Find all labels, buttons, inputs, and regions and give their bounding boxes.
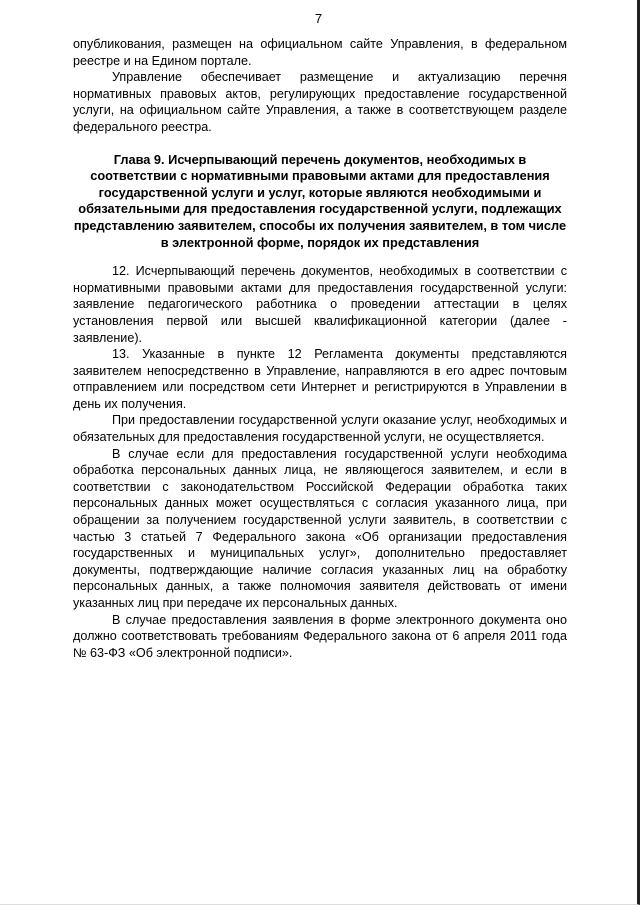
paragraph-personal-data: В случае если для предоставления государственной услуги необходима обработка персональных данных лица, не являющегося заявителем, и если в соответствии с законодательством Российской Федерации обработка таких персональных данных может осуществляться с согласия указанного лица, при обращении за получением государственной услуги заявитель, в соответствии с частью 3 статьей 7 Федерального закона «Об организации предоставления государственных и муниципальных услуг», дополнительно предоставляет документы, подтверждающие наличие согласия указанных лиц на обработку персональных данных, а также полномочия заявителя действовать от имени указанных лиц при передаче их персональных данных. bbox=[73, 446, 567, 610]
paragraph-item-12: 12. Исчерпывающий перечень документов, необходимых в соответствии с нормативными правовыми актами для предоставления государственной услуги: заявление педагогического работника о проведении аттестации в целях установления первой или высшей квалификационной категории (далее - заявление). bbox=[73, 264, 567, 345]
paragraph-publication: опубликования, размещен на официальном сайте Управления, в федеральном реестре и на Едином портале. bbox=[73, 37, 567, 68]
page-number: 7 bbox=[314, 11, 323, 26]
paragraph-services: При предоставлении государственной услуги оказание услуг, необходимых и обязательных для предоставления государственной услуги, не осуществляется. bbox=[73, 413, 567, 445]
chapter-heading: Глава 9. Исчерпывающий перечень документов, необходимых в соответствии с нормативными правовыми актами для предоставления государственной услуги и услуг, которые являются необходимыми и обязательными для предоставления государственной услуги, подлежащих представлению заявителем, способы их получения заявителем, в том числе в электронной форме, порядок их представления bbox=[73, 151, 567, 250]
paragraph-placement: Управление обеспечивает размещение и актуализацию перечня нормативных правовых актов, регулирующих предоставление государственной услуги, на официальном сайте Управления, а также в соответствующем разделе федерального реестра. bbox=[73, 70, 567, 134]
paragraph-electronic-document: В случае предоставления заявления в форме электронного документа оно должно соответствовать требованиям Федерального закона от 6 апреля 2011 года № 63-ФЗ «Об электронной подписи». bbox=[73, 612, 567, 660]
page-content bbox=[73, 36, 567, 661]
paragraph-item-13: 13. Указанные в пункте 12 Регламента документы представляются заявителем непосредственно в Управление, направляются в его адрес почтовым отправлением или посредством сети Интернет и регистрируются в Управлении в день их получения. bbox=[73, 347, 567, 411]
